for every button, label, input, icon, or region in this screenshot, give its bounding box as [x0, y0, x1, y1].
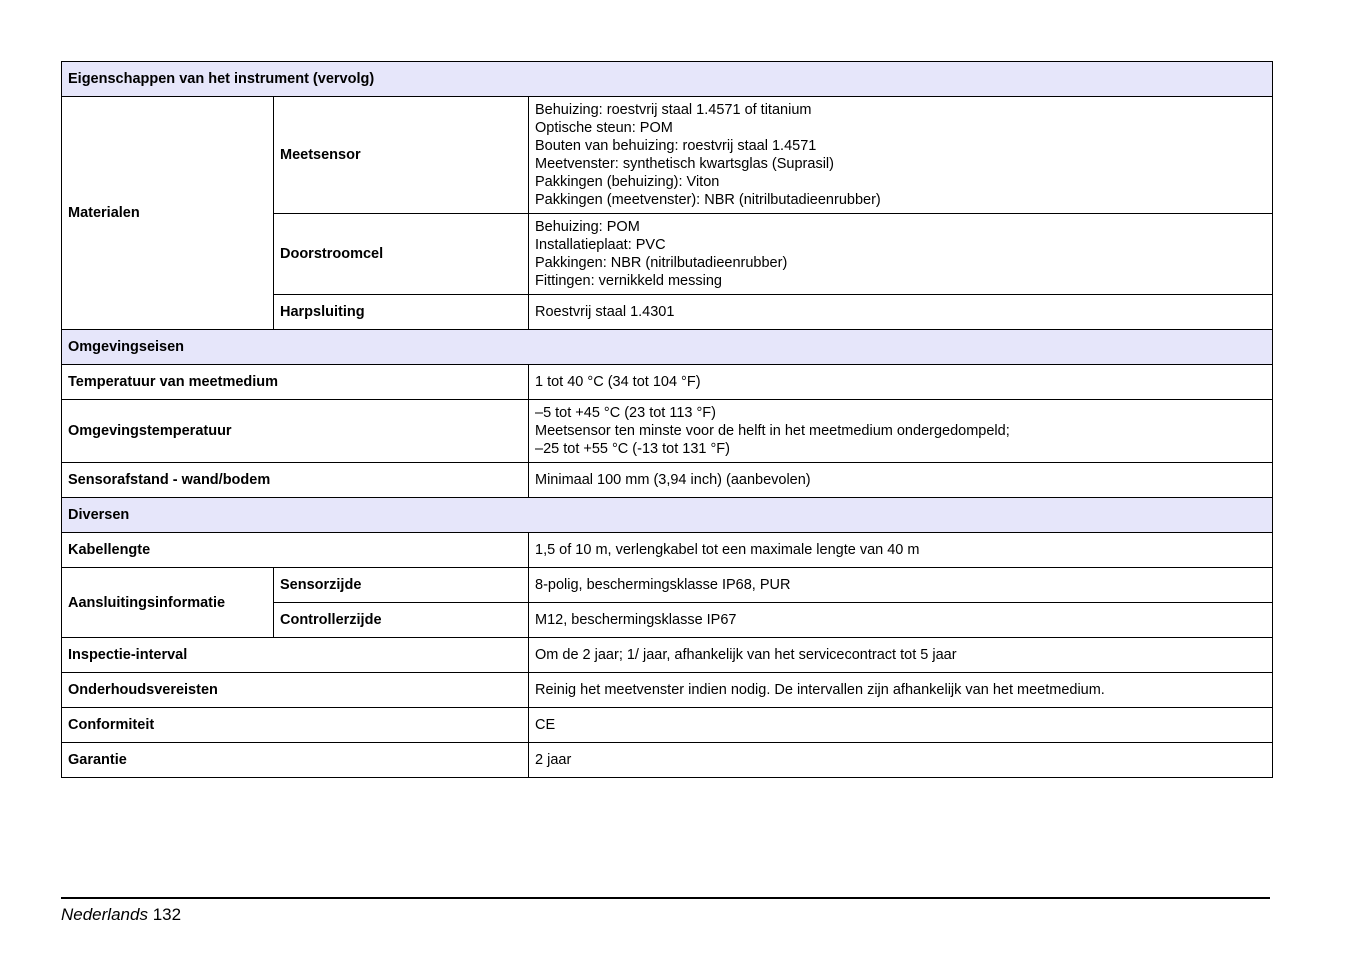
flow-cell-value [529, 214, 1273, 295]
specifications-table [61, 61, 1273, 778]
sensor-distance-value: Minimaal 100 mm (3,94 inch) (aanbevolen) [529, 463, 1273, 498]
ambient-temperature-value [529, 400, 1273, 463]
medium-temperature-label: Temperatuur van meetmedium [62, 365, 529, 400]
warranty-label: Garantie [62, 743, 529, 778]
page-footer [61, 904, 181, 926]
flow-cell-line: Installatieplaat: PVC [535, 237, 666, 253]
footer-divider [61, 897, 1270, 899]
connection-info-label: Aansluitingsinformatie [62, 568, 274, 638]
measuring-sensor-line: Behuizing: roestvrij staal 1.4571 of titanium [535, 102, 812, 118]
harp-closure-value: Roestvrij staal 1.4301 [529, 295, 1273, 330]
cable-length-value: 1,5 of 10 m, verlengkabel tot een maximale lengte van 40 m [529, 533, 1273, 568]
controller-side-label: Controllerzijde [274, 603, 529, 638]
ambient-temperature-label: Omgevingstemperatuur [62, 400, 529, 463]
ambient-temperature-line: –25 tot +55 °C (-13 tot 131 °F) [535, 441, 730, 457]
medium-temperature-value: 1 tot 40 °C (34 tot 104 °F) [529, 365, 1273, 400]
measuring-sensor-label: Meetsensor [274, 97, 529, 214]
sensor-distance-label: Sensorafstand - wand/bodem [62, 463, 529, 498]
materials-label: Materialen [62, 97, 274, 330]
section-header-instrument: Eigenschappen van het instrument (vervolg) [62, 62, 1273, 97]
sensor-side-value: 8-polig, beschermingsklasse IP68, PUR [529, 568, 1273, 603]
measuring-sensor-line: Pakkingen (behuizing): Viton [535, 174, 720, 190]
warranty-value: 2 jaar [529, 743, 1273, 778]
flow-cell-line: Behuizing: POM [535, 219, 640, 235]
measuring-sensor-value [529, 97, 1273, 214]
flow-cell-line: Fittingen: vernikkeld messing [535, 273, 722, 289]
flow-cell-line: Pakkingen: NBR (nitrilbutadieenrubber) [535, 255, 788, 271]
measuring-sensor-line: Meetvenster: synthetisch kwartsglas (Suprasil) [535, 156, 834, 172]
controller-side-value: M12, beschermingsklasse IP67 [529, 603, 1273, 638]
inspection-interval-value: Om de 2 jaar; 1/ jaar, afhankelijk van het servicecontract tot 5 jaar [529, 638, 1273, 673]
inspection-interval-label: Inspectie-interval [62, 638, 529, 673]
cable-length-label: Kabellengte [62, 533, 529, 568]
section-header-environment: Omgevingseisen [62, 330, 1273, 365]
page-number: 132 [152, 905, 182, 924]
conformity-label: Conformiteit [62, 708, 529, 743]
maintenance-label: Onderhoudsvereisten [62, 673, 529, 708]
sensor-side-label: Sensorzijde [274, 568, 529, 603]
measuring-sensor-line: Optische steun: POM [535, 120, 673, 136]
footer-language: Nederlands [61, 905, 148, 924]
maintenance-value: Reinig het meetvenster indien nodig. De intervallen zijn afhankelijk van het meetmedium. [529, 673, 1273, 708]
measuring-sensor-line: Pakkingen (meetvenster): NBR (nitrilbutadieenrubber) [535, 192, 881, 208]
section-header-misc: Diversen [62, 498, 1273, 533]
conformity-value: CE [529, 708, 1273, 743]
harp-closure-label: Harpsluiting [274, 295, 529, 330]
measuring-sensor-line: Bouten van behuizing: roestvrij staal 1.4571 [535, 138, 817, 154]
ambient-temperature-line: –5 tot +45 °C (23 tot 113 °F) [535, 405, 716, 421]
flow-cell-label: Doorstroomcel [274, 214, 529, 295]
ambient-temperature-line: Meetsensor ten minste voor de helft in het meetmedium ondergedompeld; [535, 423, 1010, 439]
